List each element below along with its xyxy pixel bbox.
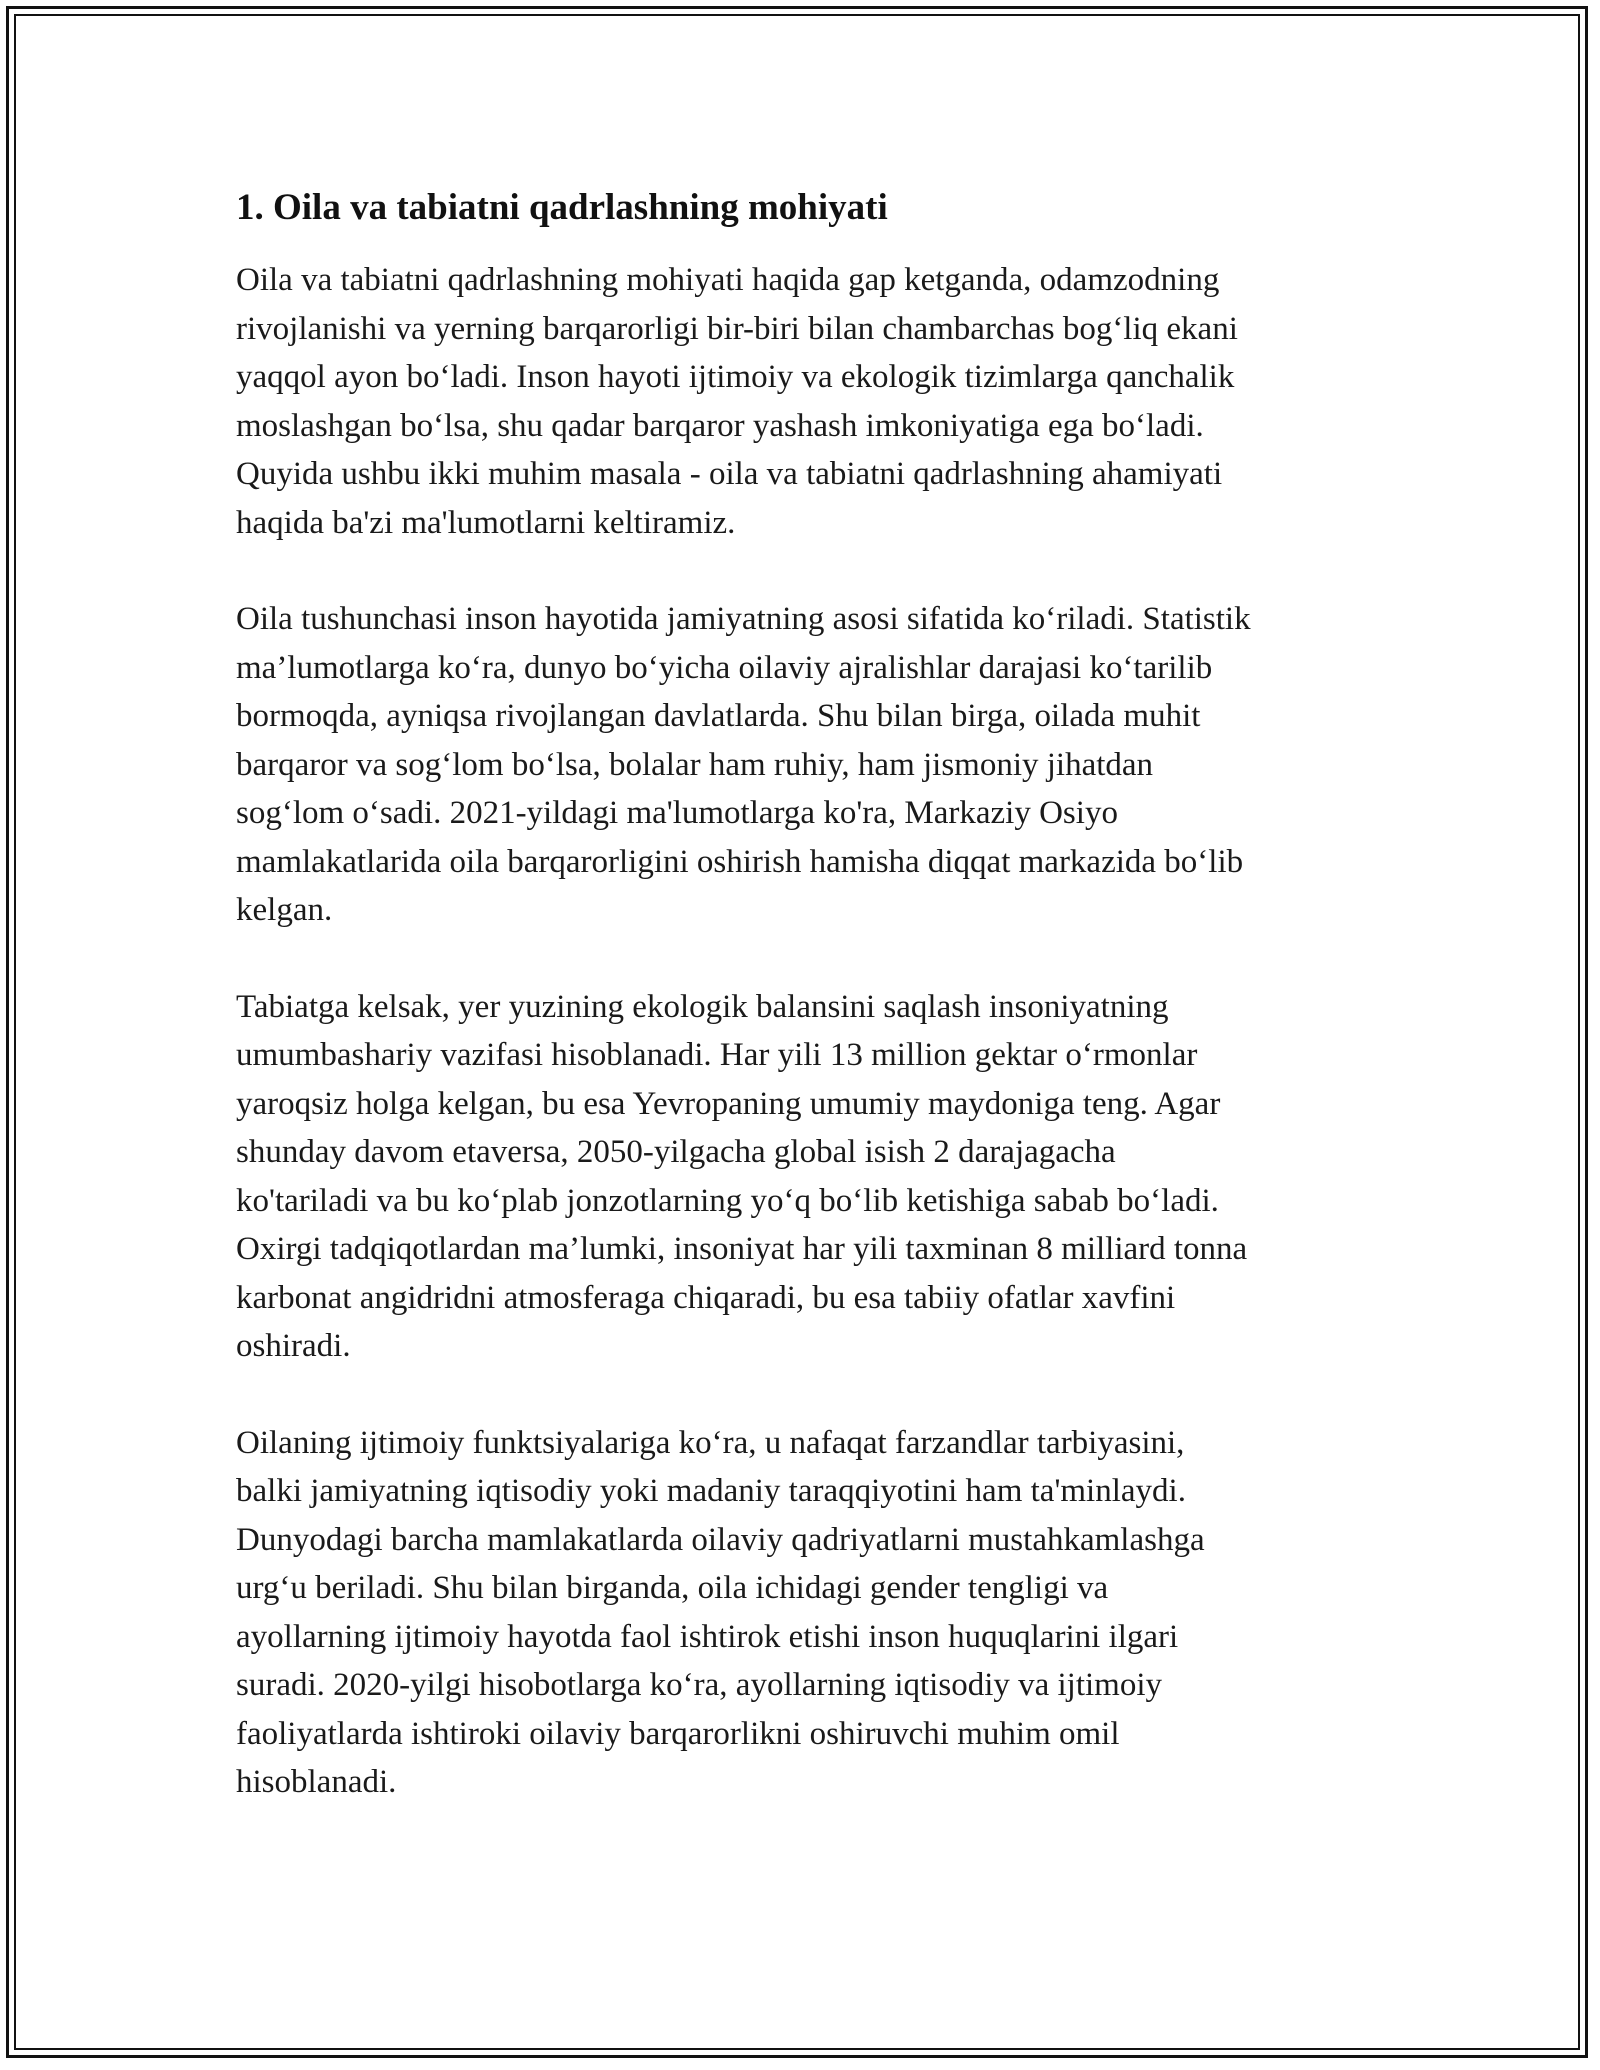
text-line: umumbashariy vazifasi hisoblanadi. Har yili 13 million gektar o‘rmonlar [236, 1037, 1198, 1073]
text-line: faoliyatlarda ishtiroki oilaviy barqarorlikni oshiruvchi muhim omil [236, 1715, 1120, 1752]
text-line: bormoqda, ayniqsa rivojlangan davlatlarda. Shu bilan birga, oilada muhit [236, 698, 1201, 734]
paragraph-family [236, 595, 1376, 935]
text-line: urg‘u beriladi. Shu bilan birganda, oila ichidagi gender tengligi va [236, 1570, 1109, 1606]
text-line: oshiradi. [236, 1328, 351, 1364]
text-line: kelgan. [236, 892, 333, 928]
text-line: shunday davom etaversa, 2050-yilgacha global isish 2 darajagacha [236, 1134, 1116, 1170]
text-line: mamlakatlarida oila barqarorligini oshirish hamisha diqqat markazida bo‘lib [236, 843, 1244, 880]
text-line: ma’lumotlarga ko‘ra, dunyo bo‘yicha oilaviy ajralishlar darajasi ko‘tarilib [236, 649, 1213, 686]
text-line: ayollarning ijtimoiy hayotda faol ishtirok etishi inson huquqlarini ilgari [236, 1618, 1179, 1655]
paragraph-social-functions [236, 1419, 1376, 1807]
document-body [236, 182, 1376, 1855]
text-line: Quyida ushbu ikki muhim masala - oila va tabiatni qadrlashning ahamiyati [236, 456, 1223, 492]
text-line: Dunyodagi barcha mamlakatlarda oilaviy qadriyatlarni mustahkamlashga [236, 1521, 1205, 1558]
text-line: Oxirgi tadqiqotlardan ma’lumki, insoniyat har yili taxminan 8 milliard tonna [236, 1231, 1248, 1267]
text-line: Tabiatga kelsak, yer yuzining ekologik balansini saqlash insoniyatning [236, 988, 1169, 1025]
text-line: suradi. 2020-yilgi hisobotlarga ko‘ra, ayollarning iqtisodiy va ijtimoiy [236, 1667, 1163, 1703]
text-line: sog‘lom o‘sadi. 2021-yildagi ma'lumotlarga ko'ra, Markaziy Osiyo [236, 795, 1118, 831]
text-line: moslashgan bo‘lsa, shu qadar barqaror yashash imkoniyatiga ega bo‘ladi. [236, 407, 1204, 444]
text-line: Oilaning ijtimoiy funktsiyalariga ko‘ra, u nafaqat farzandlar tarbiyasini, [236, 1424, 1185, 1461]
text-line: barqaror va sog‘lom bo‘lsa, bolalar ham ruhiy, ham jismoniy jihatdan [236, 746, 1154, 783]
text-line: Oila va tabiatni qadrlashning mohiyati haqida gap ketganda, odamzodning [236, 262, 1220, 298]
text-line: Oila tushunchasi inson hayotida jamiyatning asosi sifatida ko‘riladi. Statistik [236, 601, 1251, 637]
section-heading: 1. Oila va tabiatni qadrlashning mohiyati [236, 187, 888, 228]
text-line: karbonat angidridni atmosferaga chiqaradi, bu esa tabiiy ofatlar xavfini [236, 1279, 1176, 1316]
paragraph-nature [236, 983, 1376, 1371]
text-line: yaqqol ayon bo‘ladi. Inson hayoti ijtimoiy va ekologik tizimlarga qanchalik [236, 359, 1235, 395]
text-line: ko'tariladi va bu ko‘plab jonzotlarning yo‘q bo‘lib ketishiga sabab bo‘ladi. [236, 1182, 1219, 1219]
text-line: yaroqsiz holga kelgan, bu esa Yevropaning umumiy maydoniga teng. Agar [236, 1085, 1221, 1122]
text-line: haqida ba'zi ma'lumotlarni keltiramiz. [236, 504, 736, 541]
text-line: hisoblanadi. [236, 1764, 397, 1800]
text-line: balki jamiyatning iqtisodiy yoki madaniy taraqqiyotini ham ta'minlaydi. [236, 1473, 1186, 1509]
paragraph-introduction [236, 256, 1376, 547]
text-line: rivojlanishi va yerning barqarorligi bir-biri bilan chambarchas bog‘liq ekani [236, 310, 1238, 347]
